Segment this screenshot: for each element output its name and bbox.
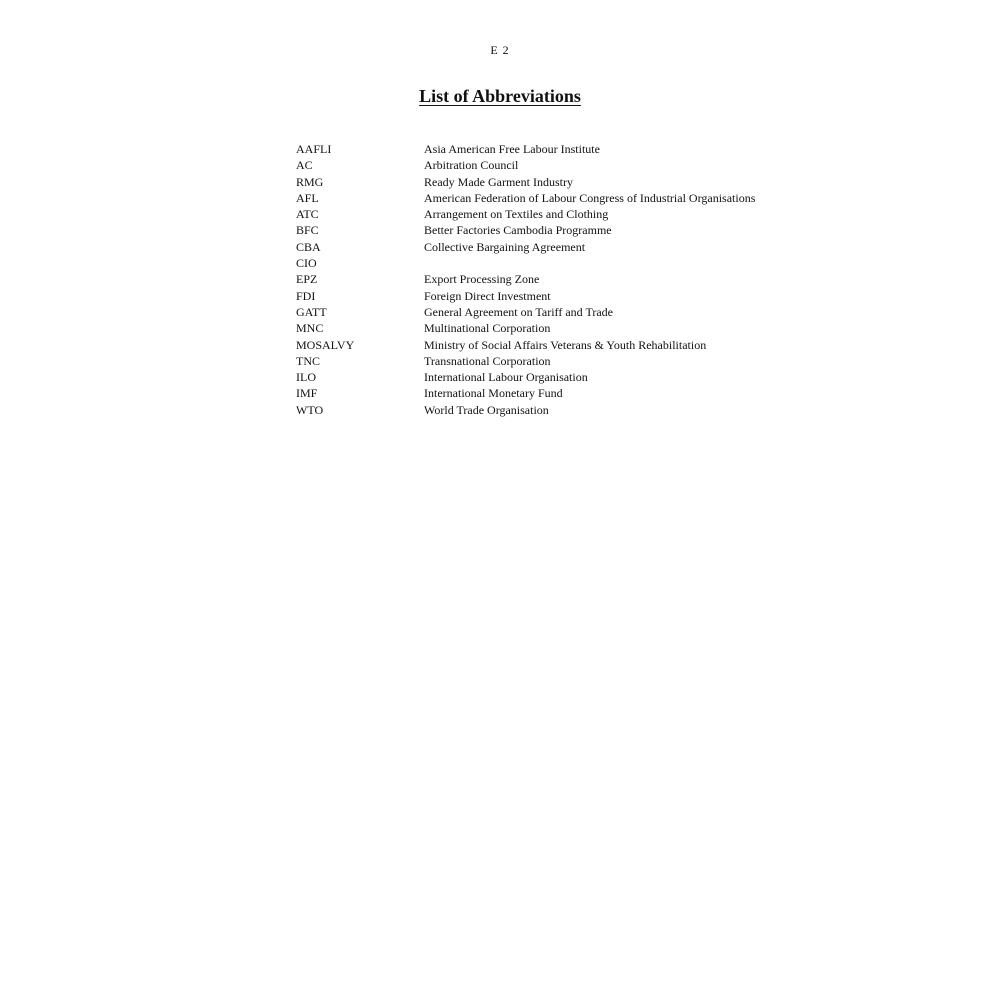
abbreviation-term: BFC [296, 223, 319, 238]
abbreviation-term: ILO [296, 370, 316, 385]
abbreviation-definition: Ministry of Social Affairs Veterans & Youth Rehabilitation [424, 337, 707, 352]
abbreviation-row [296, 206, 756, 222]
abbreviation-term: CIO [296, 256, 317, 271]
abbreviation-row [296, 174, 756, 190]
abbreviation-term: IMF [296, 386, 318, 401]
abbreviation-term: MNC [296, 321, 324, 336]
abbreviation-row [296, 304, 756, 320]
abbreviation-definition: Ready Made Garment Industry [424, 174, 573, 189]
abbreviation-definition: Export Processing Zone [424, 272, 540, 287]
abbreviation-row [296, 271, 756, 287]
abbreviation-definition: Collective Bargaining Agreement [424, 239, 586, 254]
abbreviation-row [296, 320, 756, 336]
abbreviation-row [296, 239, 756, 255]
abbreviation-row [296, 288, 756, 304]
abbreviation-term: MOSALVY [296, 337, 355, 352]
abbreviation-definition: Better Factories Cambodia Programme [424, 223, 612, 238]
abbreviation-definition: Multinational Corporation [424, 321, 551, 336]
abbreviation-definition: Foreign Direct Investment [424, 288, 551, 303]
abbreviation-definition: General Agreement on Tariff and Trade [424, 304, 613, 319]
abbreviation-row [296, 141, 756, 157]
abbreviation-term: EPZ [296, 272, 318, 287]
abbreviation-row [296, 255, 756, 271]
abbreviation-term: AFL [296, 190, 319, 205]
abbreviation-definition: International Monetary Fund [424, 386, 563, 401]
abbreviation-definition: American Federation of Labour Congress of Industrial Organisations [424, 190, 756, 205]
abbreviation-term: AAFLI [296, 142, 332, 156]
abbreviation-term: FDI [296, 288, 316, 303]
abbreviation-term: WTO [296, 402, 324, 417]
abbreviation-row [296, 369, 756, 385]
abbreviation-term: CBA [296, 239, 321, 254]
abbreviation-row [296, 157, 756, 173]
abbreviation-definition: International Labour Organisation [424, 370, 588, 385]
abbreviation-row [296, 353, 756, 369]
abbreviation-definition: Transnational Corporation [424, 353, 551, 368]
abbreviation-row [296, 337, 756, 353]
abbreviation-term: ATC [296, 207, 319, 222]
abbreviation-list [296, 141, 756, 418]
abbreviation-term: AC [296, 158, 313, 173]
abbreviation-row [296, 385, 756, 401]
abbreviation-row [296, 190, 756, 206]
abbreviation-row [296, 222, 756, 238]
abbreviation-row [296, 402, 756, 418]
abbreviation-definition: Arrangement on Textiles and Clothing [424, 207, 609, 222]
abbreviation-term: GATT [296, 304, 327, 319]
abbreviation-definition: Arbitration Council [424, 158, 519, 173]
abbreviation-definition: Asia American Free Labour Institute [424, 142, 600, 156]
abbreviation-definition: World Trade Organisation [424, 402, 549, 417]
abbreviation-term: TNC [296, 353, 320, 368]
abbreviation-term: RMG [296, 174, 324, 189]
page-title: List of Abbreviations [419, 86, 581, 106]
page-number: E 2 [490, 43, 510, 57]
